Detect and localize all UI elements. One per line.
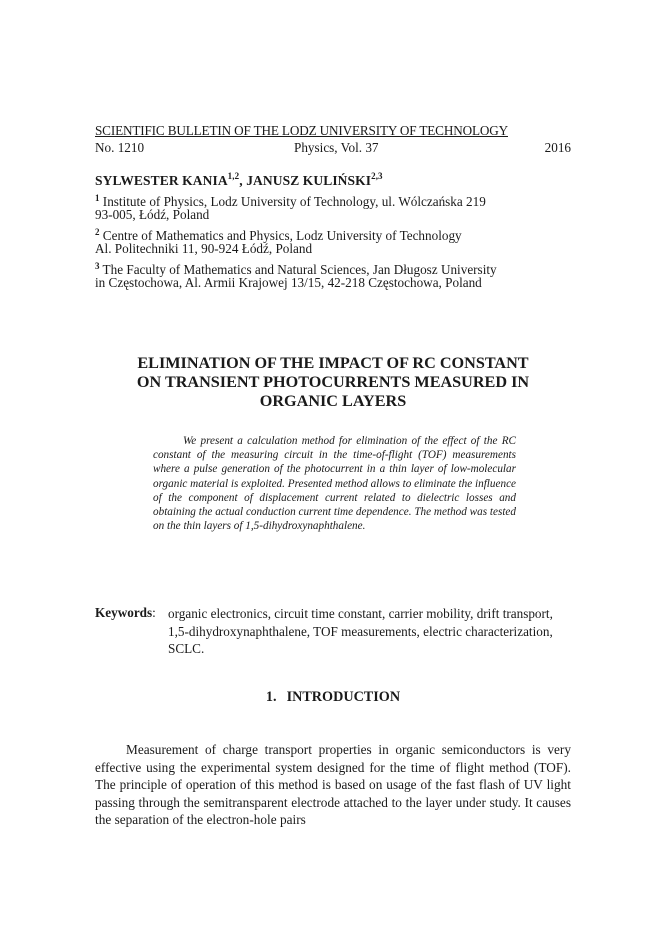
section-title: INTRODUCTION bbox=[286, 689, 401, 705]
affiliation-mark: 1 bbox=[95, 193, 100, 203]
title-line: ORGANIC LAYERS bbox=[259, 392, 407, 410]
journal-title: SCIENTIFIC BULLETIN OF THE LODZ UNIVERSITY OF TECHNOLOGY bbox=[95, 123, 508, 138]
series-volume: Physics, Vol. 37 bbox=[294, 140, 379, 155]
author-affiliation-mark: 1,2 bbox=[227, 171, 240, 181]
affiliation-mark: 2 bbox=[95, 227, 100, 237]
title-line: ELIMINATION OF THE IMPACT OF RC CONSTANT bbox=[137, 354, 529, 372]
affiliation-line: The Faculty of Mathematics and Natural Sciences, Jan Długosz University bbox=[99, 262, 497, 277]
body-text bbox=[95, 741, 571, 829]
title-line: ON TRANSIENT PHOTOCURRENTS MEASURED IN bbox=[136, 373, 530, 391]
keywords-label-text: Keywords bbox=[95, 605, 153, 620]
keywords-colon: : bbox=[152, 605, 156, 620]
author-affiliation-mark: 2,3 bbox=[371, 171, 383, 181]
affiliation-line: 93-005, Łódź, Poland bbox=[95, 207, 210, 222]
section-number: 1. bbox=[265, 689, 277, 705]
keywords-list: organic electronics, circuit time constant, carrier mobility, drift transport, 1,5-dihydroxynaphthalene, TOF measurements, electric characterization, SCLC. bbox=[168, 606, 553, 656]
abstract-text: We present a calculation method for elimination of the effect of the RC constant of the measuring circuit in the time-of-flight (TOF) measurements where a pulse generation of the photocurrent in a thin layer of low-molecular organic material is exploited. Presented method allows to eliminate the influence of the component of displacement current related to dielectric losses and obtaining the actual conduction current time dependence. The method was tested on the thin layers of 1,5-dihydroxynaphthalene. bbox=[153, 435, 517, 533]
affiliation-line: Institute of Physics, Lodz University of Technology, ul. Wólczańska 219 bbox=[99, 194, 486, 209]
section-heading bbox=[95, 689, 571, 706]
body-paragraph: Measurement of charge transport properties in organic semiconductors is very effective using the experimental system designed for the time of flight method (TOF). The principle of operation of this method is based on usage of the fast flash of UV light passing through the semitransparent electrode attached to the layer under study. It causes the separation of the electron-hole pairs bbox=[95, 742, 571, 828]
affiliation-mark: 3 bbox=[95, 261, 100, 271]
paper-title bbox=[95, 354, 571, 411]
affiliation-line: Centre of Mathematics and Physics, Lodz University of Technology bbox=[99, 228, 462, 243]
affiliation-line: in Częstochowa, Al. Armii Krajowej 13/15, 42-218 Częstochowa, Poland bbox=[95, 275, 482, 290]
issue-number: No. 1210 bbox=[95, 140, 145, 155]
author-name: SYLWESTER KANIA bbox=[95, 173, 228, 188]
author-name: JANUSZ KULIŃSKI bbox=[246, 173, 372, 188]
abstract bbox=[153, 434, 516, 533]
issue-year: 2016 bbox=[544, 140, 571, 155]
affiliation-line: Al. Politechniki 11, 90-924 Łódź, Poland bbox=[95, 241, 313, 256]
keywords-label bbox=[95, 605, 156, 621]
author-list bbox=[95, 171, 383, 189]
author-separator: , bbox=[239, 173, 247, 188]
